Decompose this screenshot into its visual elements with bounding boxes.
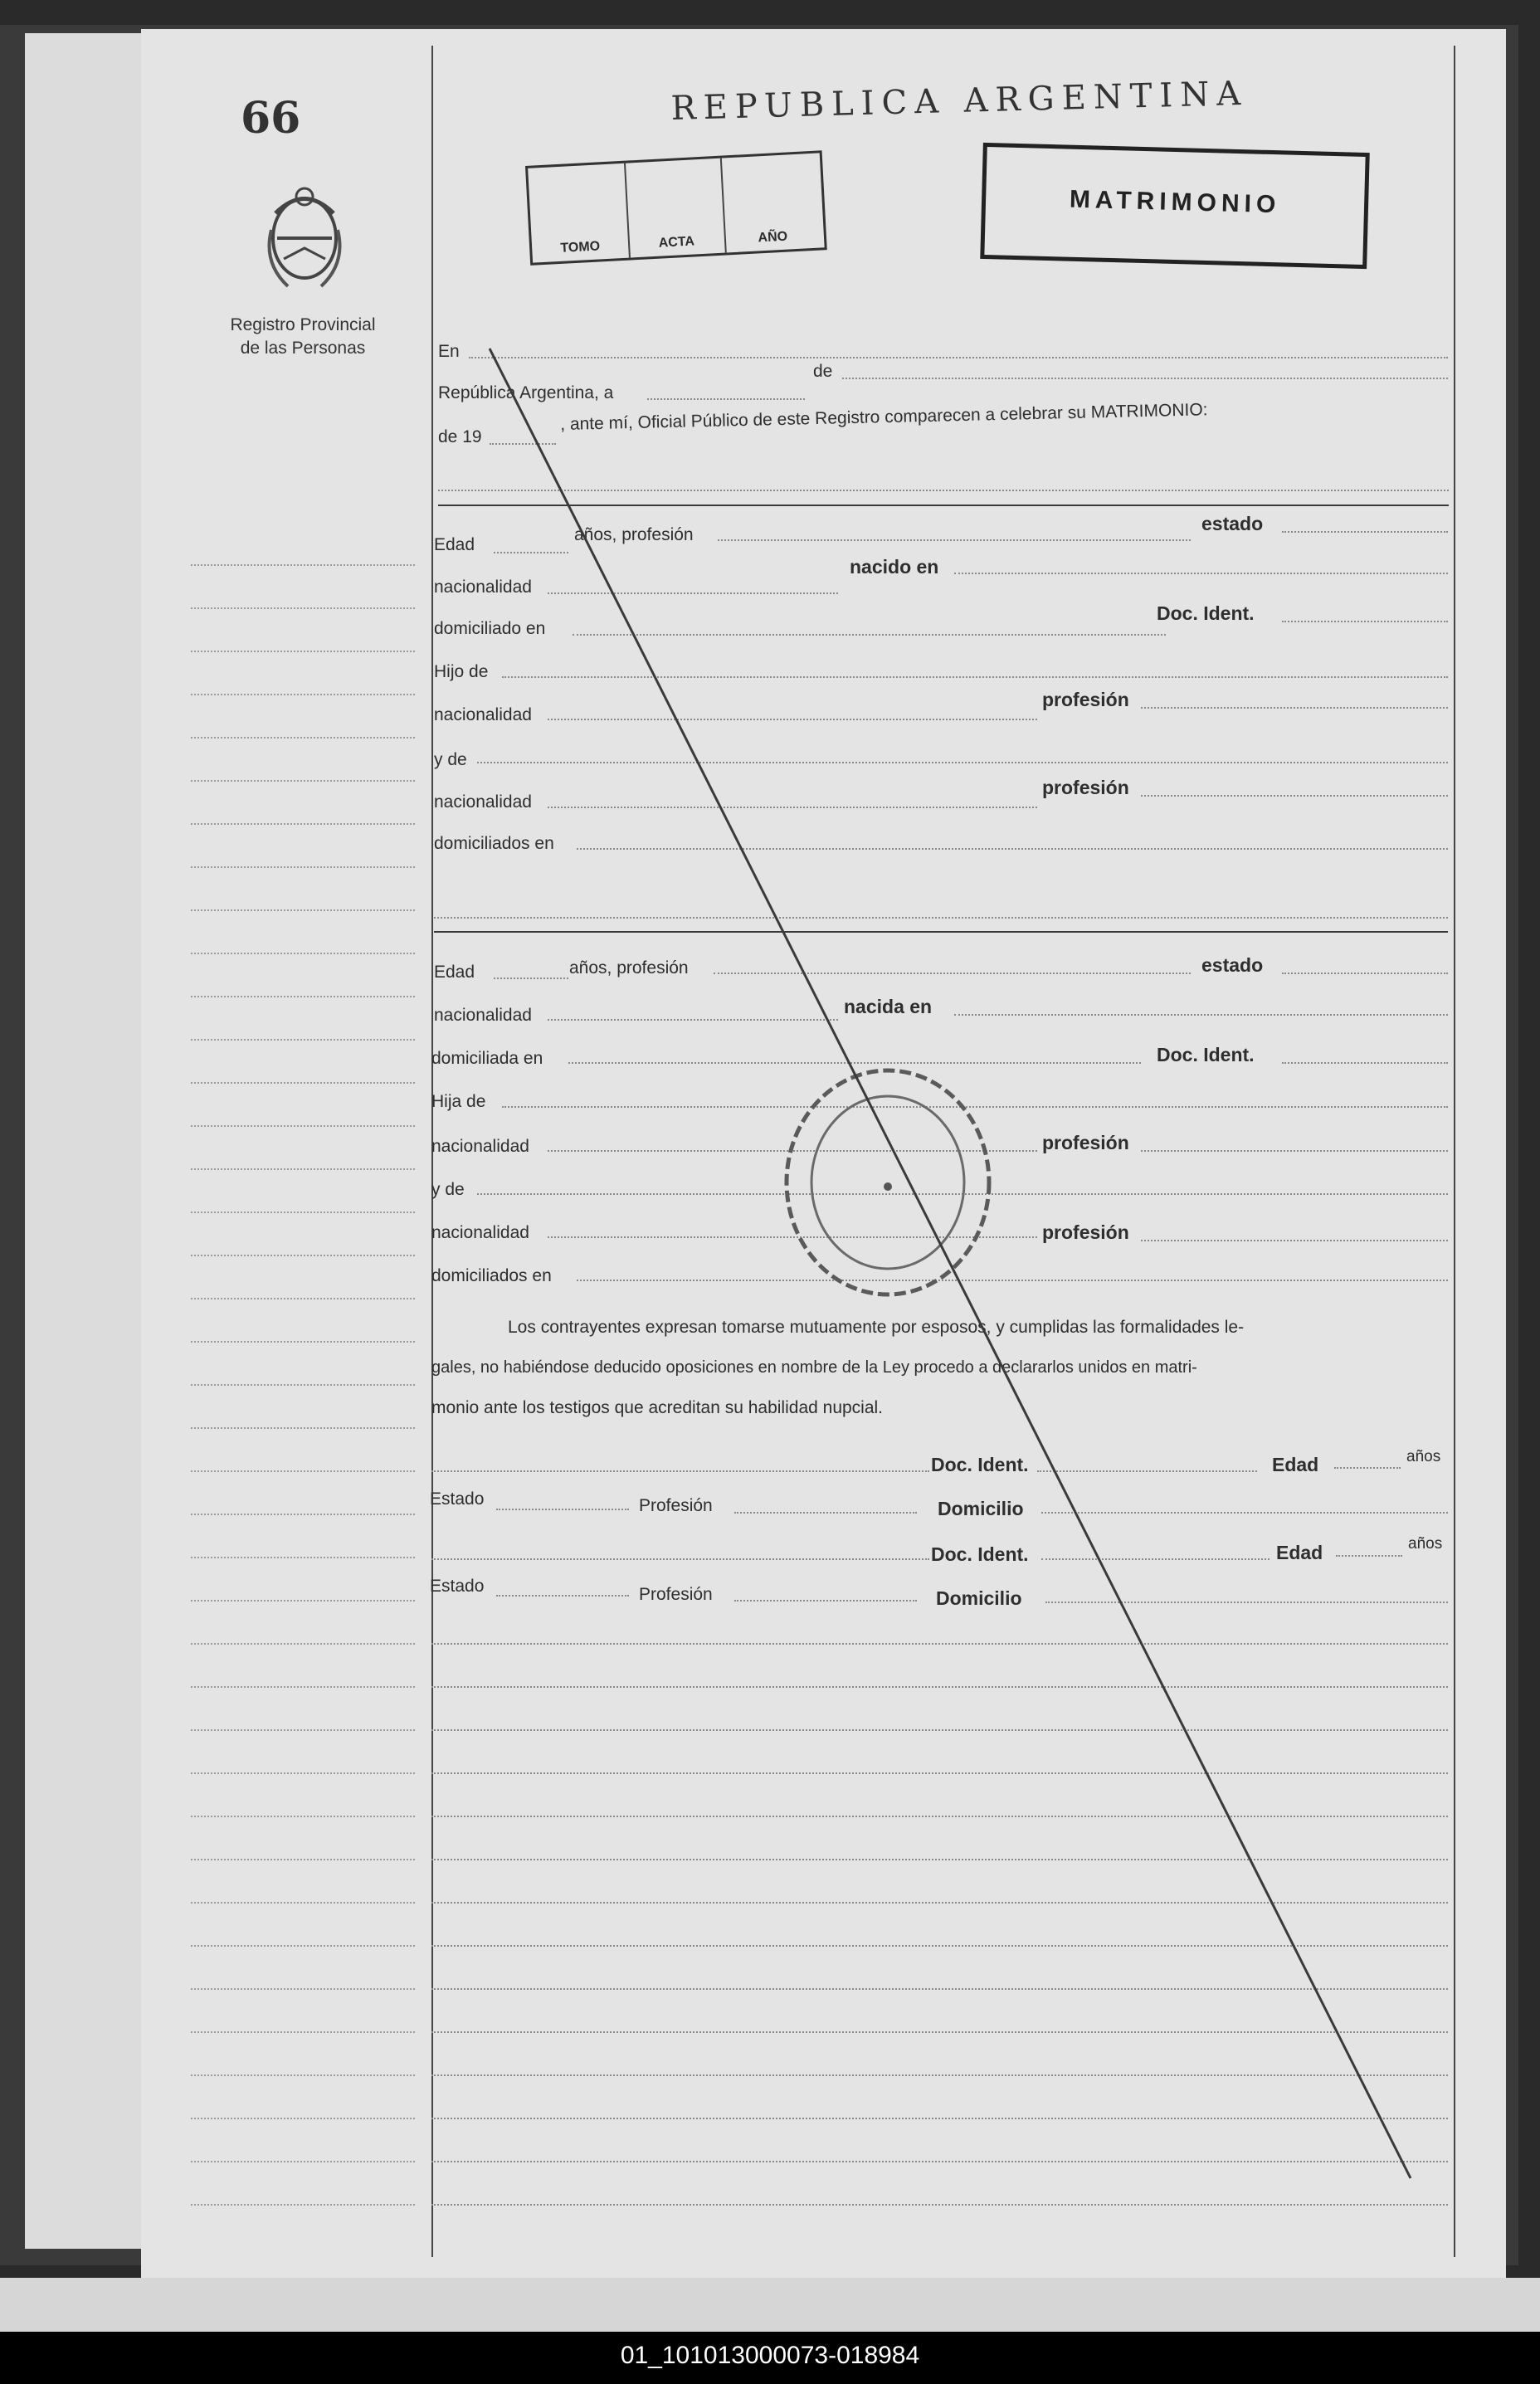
groom-nacionalidad-label: nacionalidad — [434, 578, 532, 597]
witness-2-profesion-label: Profesión — [639, 1585, 713, 1604]
bride-nacionalidad-label: nacionalidad — [434, 1006, 532, 1025]
bride-hija-de-label: Hija de — [431, 1092, 486, 1111]
groom-anos-profesion-label: años, profesión — [574, 525, 694, 544]
acta-label: ACTA — [658, 234, 695, 251]
tomo-label: TOMO — [560, 239, 601, 256]
groom-edad-label: Edad — [434, 535, 475, 554]
label-en: En — [438, 342, 460, 361]
bride-nacida-en-label: nacida en — [844, 996, 933, 1017]
bride-father-profesion-label: profesión — [1042, 1132, 1129, 1153]
label-de: de — [813, 362, 833, 381]
record-type-label: MATRIMONIO — [1069, 185, 1281, 219]
witness-1-doc-label: Doc. Ident. — [931, 1454, 1029, 1475]
declaration-line-1: Los contrayentes expresan tomarse mutuamente por esposos, y cumplidas las formalidades le- — [508, 1318, 1245, 1337]
witness-1-profesion-label: Profesión — [639, 1496, 713, 1515]
witness-2-estado-label: Estado — [430, 1577, 485, 1596]
witness-1-domicilio-label: Domicilio — [938, 1498, 1024, 1519]
witness-2-doc-label: Doc. Ident. — [931, 1543, 1029, 1565]
label-republica: República Argentina, a — [438, 383, 614, 402]
registry-line-2: de las Personas — [240, 339, 366, 358]
bride-y-de-label: y de — [431, 1180, 465, 1199]
bride-anos-profesion-label: años, profesión — [569, 958, 689, 977]
bride-domiciliada-label: domiciliada en — [431, 1049, 543, 1068]
witness-1-edad-label: Edad — [1272, 1454, 1319, 1475]
witness-1-anos-label: años — [1406, 1448, 1441, 1465]
groom-domiciliado-label: domiciliado en — [434, 619, 546, 638]
image-caption: 01_101013000073-018984 — [620, 2342, 920, 2369]
groom-nacido-en-label: nacido en — [850, 556, 939, 578]
ano-label: AÑO — [758, 229, 788, 246]
witness-2-edad-label: Edad — [1276, 1542, 1323, 1563]
label-de-19: de 19 — [438, 427, 482, 446]
bride-estado-label: estado — [1201, 954, 1264, 976]
groom-father-profesion-label: profesión — [1042, 689, 1129, 710]
bride-father-nacionalidad-label: nacionalidad — [431, 1137, 529, 1156]
groom-y-de-label: y de — [434, 750, 467, 769]
page-number: 66 — [241, 93, 301, 144]
bride-domiciliados-label: domiciliados en — [431, 1266, 552, 1285]
intro-sentence: , ante mí, Oficial Público de este Registro comparecen a celebrar su MATRIMONIO: — [560, 400, 1208, 434]
table-surface — [0, 2278, 1540, 2332]
groom-mother-nacionalidad-label: nacionalidad — [434, 792, 532, 812]
declaration-line-2: gales, no habiéndose deducido oposiciones en nombre de la Ley procedo a declararlos unidos en matri- — [431, 1358, 1197, 1377]
groom-mother-profesion-label: profesión — [1042, 777, 1129, 798]
groom-doc-ident-label: Doc. Ident. — [1157, 602, 1255, 624]
bride-mother-profesion-label: profesión — [1042, 1221, 1129, 1243]
bride-edad-label: Edad — [434, 963, 475, 982]
page-title: REPUBLICA ARGENTINA — [670, 74, 1249, 128]
registry-line-1: Registro Provincial — [230, 315, 376, 334]
bride-mother-nacionalidad-label: nacionalidad — [431, 1223, 529, 1242]
witness-2-domicilio-label: Domicilio — [936, 1587, 1022, 1609]
groom-hijo-de-label: Hijo de — [434, 662, 489, 681]
groom-father-nacionalidad-label: nacionalidad — [434, 705, 532, 724]
bride-doc-ident-label: Doc. Ident. — [1157, 1044, 1255, 1065]
groom-estado-label: estado — [1201, 513, 1264, 534]
groom-domiciliados-label: domiciliados en — [434, 834, 554, 853]
declaration-line-3: monio ante los testigos que acreditan su habilidad nupcial. — [431, 1398, 884, 1417]
witness-2-anos-label: años — [1408, 1535, 1443, 1553]
witness-1-estado-label: Estado — [430, 1489, 485, 1509]
